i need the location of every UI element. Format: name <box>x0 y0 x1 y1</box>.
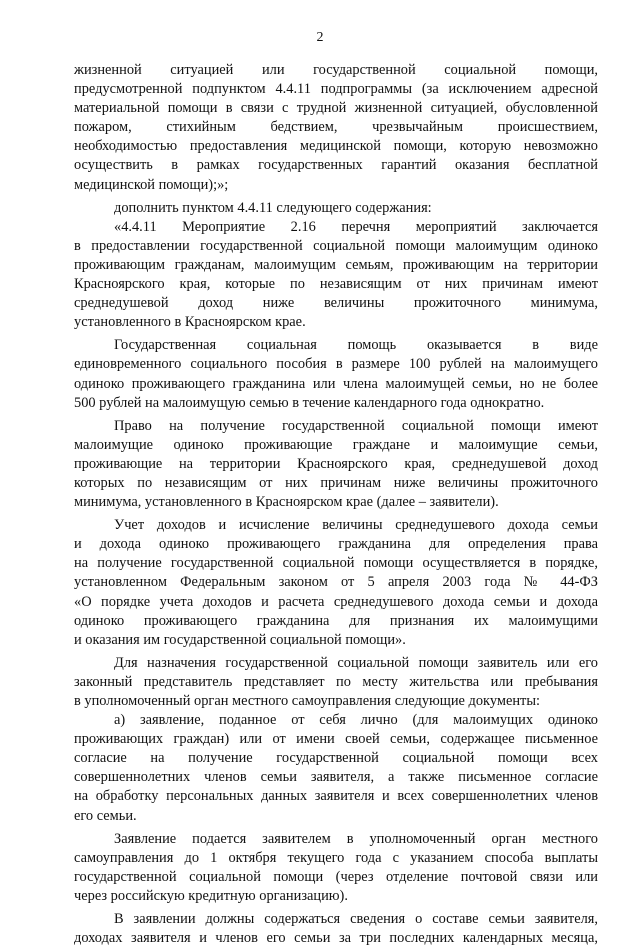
page-number: 2 <box>316 30 324 45</box>
text-line: государственной социальной помощи (через отделение почтовой связи или <box>74 868 598 885</box>
text-line: Заявление подается заявителем в уполномоченный орган местного <box>114 830 598 847</box>
document-body <box>74 61 598 948</box>
text-line: и оказания им государственной социальной помощи». <box>74 631 406 648</box>
text-line: Государственная социальная помощь оказывается в виде <box>114 337 598 354</box>
text-line: пожаром, стихийным бедствием, чрезвычайным происшествием, <box>74 119 598 136</box>
text-line: предусмотренной подпунктом 4.4.11 подпрограммы (за исключением адресной <box>74 81 598 98</box>
text-line: осуществить в рамках государственных гарантий оказания бесплатной <box>74 157 598 174</box>
text-line: малоимущие одиноко проживающие граждане и малоимущие семьи, <box>74 436 598 453</box>
text-line: и дохода одиноко проживающего гражданина для определения права <box>74 536 598 553</box>
text-line: совершеннолетних членов семьи заявителя, а также письменное согласие <box>74 769 598 786</box>
text-line: проживающие на территории Красноярского края, среднедушевой доход <box>74 455 598 472</box>
text-line: на обработку персональных данных заявителя и всех совершеннолетних членов <box>74 788 598 805</box>
text-line: на получение государственной социальной помощи осуществляется в порядке, <box>74 555 598 572</box>
text-line: Право на получение государственной социальной помощи имеют <box>114 417 598 434</box>
text-line: одиноко проживающего гражданина для признания их малоимущими <box>74 612 598 629</box>
text-line: законный представитель представляет по месту жительства или пребывания <box>74 673 598 690</box>
text-line: необходимостью предоставления медицинской помощи, которую невозможно <box>74 138 598 155</box>
text-line: 500 рублей на малоимущую семью в течение календарного года однократно. <box>74 394 545 411</box>
text-line: дополнить пунктом 4.4.11 следующего содержания: <box>114 199 432 216</box>
text-line: установленном Федеральным законом от 5 апреля 2003 года № 44-ФЗ <box>74 574 598 591</box>
text-line: среднедушевой доход ниже величины прожиточного минимума, <box>74 295 598 312</box>
text-line: одиноко проживающего гражданина или члена малоимущей семьи, но не более <box>74 375 598 392</box>
text-line: в уполномоченный орган местного самоуправления следующие документы: <box>74 693 541 709</box>
text-line: установленного в Красноярском крае. <box>74 314 306 331</box>
text-line: жизненной ситуацией или государственной социальной помощи, <box>74 62 598 78</box>
text-line: единовременного социального пособия в размере 100 рублей на малоимущего <box>74 356 598 373</box>
text-line: проживающим гражданам, малоимущим семьям, проживающим на территории <box>74 256 598 273</box>
text-line: его семьи. <box>74 807 137 824</box>
text-line: проживающих граждан) или от имени своей семьи, содержащее письменное <box>74 731 598 748</box>
text-line: Для назначения государственной социальной помощи заявитель или его <box>114 654 598 671</box>
text-line: «О порядке учета доходов и расчета среднедушевого дохода семьи и дохода <box>74 593 598 610</box>
text-line: медицинской помощи);»; <box>74 176 229 193</box>
text-line: Красноярского края, которые по независящим от них причинам имеют <box>74 276 598 293</box>
text-line: которых по независящим от них причинам ниже величины прожиточного <box>74 474 598 491</box>
text-line: В заявлении должны содержаться сведения о составе семьи заявителя, <box>114 911 598 928</box>
text-line: а) заявление, поданное от себя лично (для малоимущих одиноко <box>114 712 598 729</box>
text-line: в предоставлении государственной социальной помощи малоимущим одиноко <box>74 237 598 254</box>
text-line: «4.4.11 Мероприятие 2.16 перечня мероприятий заключается <box>114 218 598 235</box>
text-line: доходах заявителя и членов его семьи за три последних календарных месяца, <box>74 930 598 947</box>
text-line: самоуправления до 1 октября текущего года с указанием способа выплаты <box>74 849 598 866</box>
text-line: минимума, установленного в Красноярском крае (далее – заявители). <box>74 494 499 511</box>
text-line: согласие на получение государственной социальной помощи всех <box>74 750 598 767</box>
text-line: материальной помощи в связи с трудной жизненной ситуацией, обусловленной <box>74 100 598 117</box>
text-line: через российскую кредитную организацию). <box>74 887 348 904</box>
text-line: Учет доходов и исчисление величины среднедушевого дохода семьи <box>114 517 598 534</box>
